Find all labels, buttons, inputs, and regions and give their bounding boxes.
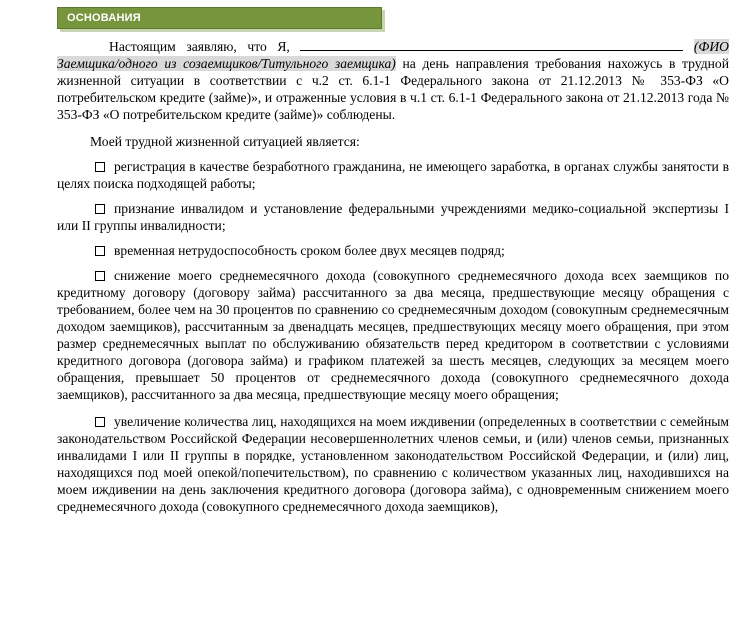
section-header	[57, 7, 382, 29]
document-body	[57, 38, 729, 515]
intro-suffix: на день направления требования нахожусь в трудной жизненной ситуации в соответствии с ч.2 ст. 6.1-1 Федерального закона от 21.12.2013 № 353-ФЗ «О потребительском кредите (займе)», и отраженные условия в ч.1 ст. 6.1-1 Федерального закона от 21.12.2013 года № 353-ФЗ «О потребительском кредите (займе)» соблюдены.	[57, 56, 729, 122]
name-input-line[interactable]	[300, 38, 683, 51]
situation-item-temporary-disability	[57, 242, 729, 259]
intro-prefix: Настоящим заявляю, что Я,	[109, 39, 301, 54]
situation-item-disability	[57, 200, 729, 234]
checkbox-disability[interactable]	[95, 204, 105, 214]
borrower-name-placeholder: (ФИО Заемщика/одного из созаемщиков/Титульного заемщика)	[57, 39, 729, 71]
checkbox-dependents-increase[interactable]	[95, 417, 105, 427]
section-title: ОСНОВАНИЯ	[67, 12, 141, 24]
situation-item-unemployed	[57, 158, 729, 192]
intro-paragraph	[57, 38, 729, 123]
checkbox-unemployed[interactable]	[95, 162, 105, 172]
situation-item-dependents-increase	[57, 413, 729, 515]
situation-item-text: снижение моего среднемесячного дохода (совокупного среднемесячного дохода всех заемщиков по кредитному договору (договору займа) рассчитанного за два месяца, предшествующие месяцу обращения с требованием, более чем на 30 процентов по сравнению со среднемесячным доходом (совокупным среднемесячным доходом заемщиков), рассчитанным за двенадцать месяцев, предшествующих месяцу моего обращения, при этом размер среднемесячных выплат по обслуживанию обязательств перед кредитором в соответствии с условиями кредитного договора (договора займа) и графиком платежей за шесть месяцев, следующих за месяцем моего обращения, превышает 50 процентов от среднемесячного дохода (совокупного среднемесячного дохода заемщиков), рассчитанного за два месяца, предшествующие месяцу моего обращения;	[57, 268, 729, 402]
situation-item-text: признание инвалидом и установление федеральными учреждениями медико-социальной экспертизы I или II группы инвалидности;	[57, 201, 729, 233]
situation-item-text: регистрация в качестве безработного гражданина, не имеющего заработка, в органах службы занятости в целях поиска подходящей работы;	[57, 159, 729, 191]
situation-lead: Моей трудной жизненной ситуацией является:	[90, 134, 360, 149]
situation-item-text: временная нетрудоспособность сроком более двух месяцев подряд;	[114, 243, 505, 258]
checkbox-income-decrease[interactable]	[95, 271, 105, 281]
checkbox-temporary-disability[interactable]	[95, 246, 105, 256]
situation-item-text: увеличение количества лиц, находящихся на моем иждивении (определенных в соответствии с семейным законодательством Российской Федерации несовершеннолетних членов семьи, и (или) членов семьи, признанных инвалидами I или II группы в порядке, установленном законодательством Российской Федерации, и (или) лиц, находящихся под моей опекой/попечительством), по сравнению с количеством указанных лиц, находившихся на моем иждивении на день заключения кредитного договора (договора займа), с одновременным снижением моего среднемесячного дохода (совокупного среднемесячного дохода заемщиков),	[57, 414, 729, 514]
situation-item-income-decrease	[57, 267, 729, 403]
